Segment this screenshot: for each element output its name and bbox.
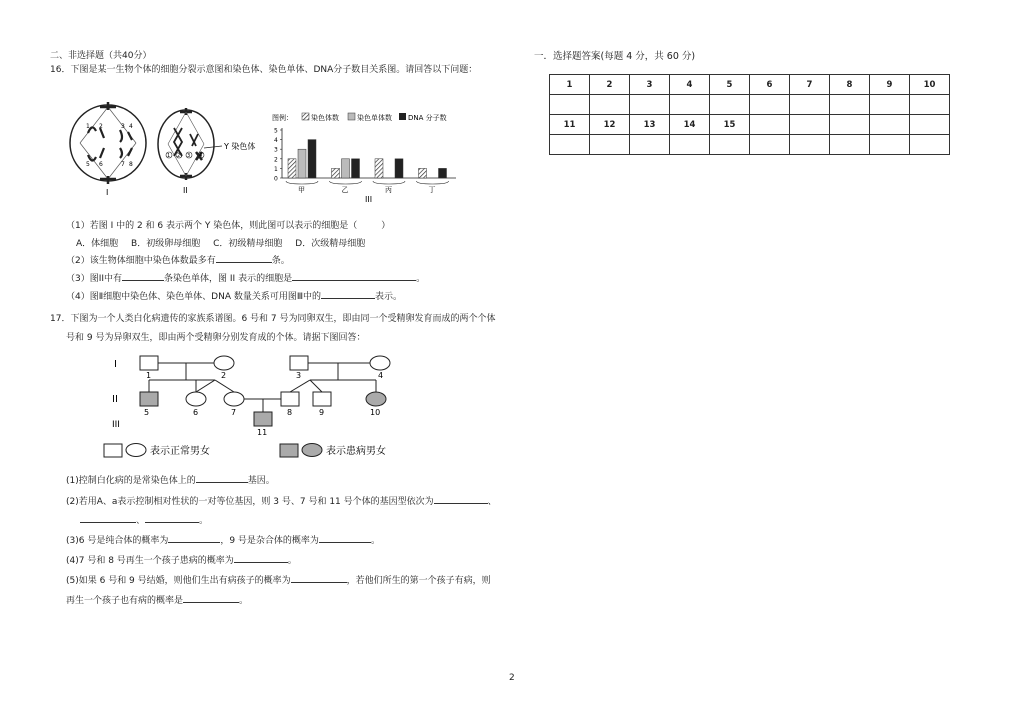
answer-cell[interactable]	[750, 95, 790, 115]
answer-cell[interactable]	[790, 135, 830, 155]
generation-label: I	[114, 359, 117, 370]
q17-sub1-text: (1)控制白化病的是常染色体上的	[66, 476, 196, 486]
answer-cell[interactable]	[550, 135, 590, 155]
q17-sub4-text: (4)7 号和 8 号再生一个孩子患病的概率为	[66, 556, 234, 566]
answer-cell[interactable]	[710, 95, 750, 115]
question-number-cell: 3	[630, 75, 670, 95]
answer-cell[interactable]	[870, 135, 910, 155]
q17-sub1-end: 基因。	[247, 476, 275, 486]
q17-sub2-text: (2)若用A、a表示控制相对性状的一对等位基因，则 3 号、7 号和 11 号个体的基因型依次为	[66, 497, 434, 507]
chart-label: III	[365, 195, 373, 204]
q17-sub2-end: 。	[199, 516, 209, 526]
bar-dna	[395, 159, 403, 178]
option-a: A．体细胞	[76, 239, 119, 249]
answer-cell[interactable]	[590, 135, 630, 155]
group-brace	[373, 181, 405, 184]
q17-sub5-text3: 再生一个孩子也有病的概率是	[66, 596, 184, 606]
y-tick-label: 1	[274, 165, 278, 173]
answer-blank[interactable]	[321, 289, 375, 299]
question-number-cell: 4	[670, 75, 710, 95]
x-category-label: 丙	[385, 186, 392, 194]
q17-stem-line1: 17．下图为一个人类白化病遗传的家族系谱图。6 号和 7 号为同卵双生，即由同一个受精卵发育而成的两个个体	[50, 314, 496, 324]
person-number: 11	[257, 428, 268, 437]
table-row	[550, 95, 950, 115]
group-brace	[417, 181, 449, 184]
answer-blank[interactable]	[292, 271, 416, 281]
answer-blank[interactable]	[80, 513, 136, 523]
q17-sub5-end: 。	[239, 596, 249, 606]
cell2-label: II	[183, 186, 188, 195]
person-3-male-normal	[290, 356, 308, 370]
legend-prefix: 图例：	[272, 114, 293, 122]
q17-stem-line2: 号和 9 号为异卵双生，即由两个受精卵分别发育成的个体。请据下图回答：	[66, 333, 366, 343]
q16-sub2-end: 条。	[271, 256, 290, 266]
cell2-num: 4	[199, 153, 203, 159]
cell1-num: 7	[121, 161, 125, 168]
y-chromosome-label: Y 染色体	[224, 142, 256, 151]
group-brace	[330, 181, 362, 184]
answer-blank[interactable]	[434, 494, 488, 504]
cell2-num: 3	[187, 153, 191, 159]
q17-sub3	[66, 533, 380, 546]
q16-sub3-end: 。	[416, 274, 426, 284]
x-category-label: 甲	[298, 186, 305, 194]
q16-sub4-text: （4）图Ⅱ细胞中染色体、染色单体、DNA 数量关系可用图Ⅲ中的	[66, 292, 322, 302]
person-10-female-affected	[366, 392, 386, 406]
generation-label: III	[112, 420, 120, 430]
person-1-male-normal	[140, 356, 158, 370]
answer-cell[interactable]	[790, 95, 830, 115]
cell2-num: 1	[167, 153, 171, 159]
question-number-cell: 15	[710, 115, 750, 135]
q17-sub5-text: (5)如果 6 号和 9 号结婚，则他们生出有病孩子的概率为	[66, 576, 291, 586]
q16-options	[76, 236, 365, 249]
bar-chromosome	[419, 168, 427, 178]
q16-sub1	[66, 218, 390, 231]
person-number: 10	[370, 408, 381, 417]
person-2-female-normal	[214, 356, 234, 370]
cell1-num: 5	[86, 161, 90, 168]
answer-cell[interactable]	[630, 135, 670, 155]
cell1-num: 6	[99, 161, 103, 168]
question-number-cell: 1	[550, 75, 590, 95]
cell1-num: 8	[129, 161, 133, 168]
bar-dna	[352, 159, 360, 178]
question-number-cell	[830, 115, 870, 135]
legend-swatch-chromatid	[348, 113, 355, 120]
bar-chromosome	[288, 159, 296, 178]
bar-chromatid	[298, 149, 306, 178]
bar-chromatid	[342, 159, 350, 178]
answer-cell[interactable]	[830, 135, 870, 155]
table-row	[550, 75, 950, 95]
answer-table	[549, 74, 950, 155]
answer-cell[interactable]	[630, 95, 670, 115]
person-number: 2	[221, 371, 227, 380]
question-number-cell: 2	[590, 75, 630, 95]
table-row	[550, 115, 950, 135]
question-number-cell: 5	[710, 75, 750, 95]
q17-sub2-sep: 、	[487, 497, 497, 507]
legend-male-affected	[280, 444, 298, 457]
q16-stem: 16．下图是某一生物个体的细胞分裂示意图和染色体、染色单体、DNA分子数目关系图。请回答以下问题：	[50, 65, 478, 75]
bar-chromosome	[332, 168, 340, 178]
person-number: 1	[146, 371, 152, 380]
group-brace	[286, 181, 318, 184]
bar-dna	[308, 140, 316, 178]
cell1-num: 3	[121, 123, 125, 130]
person-number: 9	[319, 408, 325, 417]
cell-diagram-1	[66, 98, 152, 198]
legend-chromatid: 染色单体数	[357, 114, 392, 122]
q17-sub2	[66, 494, 497, 507]
option-c: C．初级精母细胞	[213, 239, 283, 249]
q16-sub4-end: 表示。	[375, 292, 403, 302]
person-6-female-normal	[186, 392, 206, 406]
bar-chart	[268, 108, 468, 204]
q17-sub2-sep2: 、	[136, 516, 146, 526]
q16-sub2	[66, 253, 290, 266]
cell-diagram-2	[156, 104, 276, 196]
answer-sheet-title: 一．选择题答案(每题 4 分，共 60 分)	[534, 51, 696, 62]
legend-male-normal	[104, 444, 122, 457]
person-7-female-normal	[224, 392, 244, 406]
person-number: 4	[378, 371, 384, 380]
x-category-label: 丁	[428, 186, 436, 194]
answer-cell[interactable]	[550, 95, 590, 115]
q16-sub3	[66, 271, 425, 284]
question-number-cell	[790, 115, 830, 135]
answer-cell[interactable]	[750, 135, 790, 155]
q16-sub3-text: （3）图II中有	[66, 274, 123, 284]
cell2-num: 2	[177, 153, 181, 159]
q17-sub5-text2: ，若他们所生的第一个孩子有病，则	[346, 576, 491, 586]
answer-blank[interactable]	[319, 533, 371, 543]
person-11-male-affected	[254, 412, 272, 426]
answer-blank[interactable]	[168, 533, 220, 543]
legend-female-affected	[302, 444, 322, 457]
question-number-cell: 10	[910, 75, 950, 95]
answer-blank[interactable]	[216, 253, 272, 263]
answer-cell[interactable]	[910, 95, 950, 115]
q17-sub2-cont	[80, 513, 208, 526]
q17-sub5-cont	[66, 593, 248, 606]
person-number: 8	[287, 408, 293, 417]
cell1-num: 4	[129, 123, 133, 130]
question-number-cell: 12	[590, 115, 630, 135]
x-category-label: 乙	[341, 186, 349, 194]
y-tick-label: 4	[274, 137, 278, 145]
question-number-cell: 8	[830, 75, 870, 95]
person-number: 5	[144, 408, 150, 417]
person-9-male-normal	[313, 392, 331, 406]
answer-blank[interactable]	[183, 593, 239, 603]
legend-sick-text: 表示患病男女	[326, 446, 386, 457]
q17-sub1	[66, 473, 275, 486]
question-number-cell	[910, 115, 950, 135]
legend-chromosome: 染色体数	[311, 114, 339, 122]
q17-sub3-text: (3)6 号是纯合体的概率为	[66, 536, 169, 546]
question-number-cell	[750, 115, 790, 135]
cell1-num: 1	[86, 123, 90, 130]
answer-blank[interactable]	[196, 473, 248, 483]
answer-blank[interactable]	[145, 513, 199, 523]
question-number-cell: 7	[790, 75, 830, 95]
bar-dna	[439, 168, 447, 178]
q16-sub1-close: ）	[381, 221, 391, 231]
answer-cell[interactable]	[830, 95, 870, 115]
q17-sub5	[66, 573, 491, 586]
q17-sub3-text2: ，9 号是杂合体的概率为	[220, 536, 319, 546]
answer-cell[interactable]	[670, 135, 710, 155]
person-number: 3	[296, 371, 302, 380]
person-8-male-normal	[281, 392, 299, 406]
cell1-label: I	[106, 188, 109, 197]
person-number: 6	[193, 408, 199, 417]
y-tick-label: 0	[274, 175, 278, 183]
question-number-cell: 9	[870, 75, 910, 95]
q17-sub4	[66, 553, 297, 566]
q16-sub4	[66, 289, 402, 302]
legend-normal-text: 表示正常男女	[150, 446, 210, 457]
legend-swatch-dna	[399, 113, 406, 120]
legend-dna: DNA 分子数	[408, 114, 447, 122]
person-number: 7	[231, 408, 237, 417]
q16-sub1-text: （1）若图 I 中的 2 和 6 表示两个 Y 染色体，则此图可以表示的细胞是（	[66, 221, 358, 231]
question-number-cell: 14	[670, 115, 710, 135]
answer-blank[interactable]	[291, 573, 347, 583]
option-d: D．次级精母细胞	[295, 239, 366, 249]
answer-cell[interactable]	[670, 95, 710, 115]
q17-sub3-end: 。	[370, 536, 380, 546]
section-title: 二、非选择题（共40分）	[50, 51, 152, 61]
person-5-male-affected	[140, 392, 158, 406]
q16-sub2-text: （2）该生物体细胞中染色体数最多有	[66, 256, 216, 266]
question-number-cell: 11	[550, 115, 590, 135]
question-number-cell: 13	[630, 115, 670, 135]
y-tick-label: 3	[274, 146, 278, 154]
person-4-female-normal	[370, 356, 390, 370]
legend-swatch-chromosome	[302, 113, 309, 120]
y-tick-label: 5	[274, 127, 278, 135]
q17-sub4-end: 。	[287, 556, 297, 566]
answer-cell[interactable]	[710, 135, 750, 155]
question-number-cell: 6	[750, 75, 790, 95]
table-row	[550, 135, 950, 155]
legend-female-normal	[126, 444, 146, 457]
answer-cell[interactable]	[870, 95, 910, 115]
option-b: B．初级卵母细胞	[131, 239, 201, 249]
y-tick-label: 2	[274, 156, 278, 164]
cell1-num: 2	[99, 123, 103, 130]
answer-cell[interactable]	[910, 135, 950, 155]
generation-label: II	[112, 394, 118, 405]
question-number-cell	[870, 115, 910, 135]
q16-sub3-text2: 条染色单体，图 II 表示的细胞是	[164, 274, 293, 284]
answer-blank[interactable]	[122, 271, 164, 281]
bar-chromosome	[375, 159, 383, 178]
answer-cell[interactable]	[590, 95, 630, 115]
page-number: 2	[509, 673, 515, 683]
answer-blank[interactable]	[234, 553, 288, 563]
pedigree-diagram	[100, 350, 430, 460]
